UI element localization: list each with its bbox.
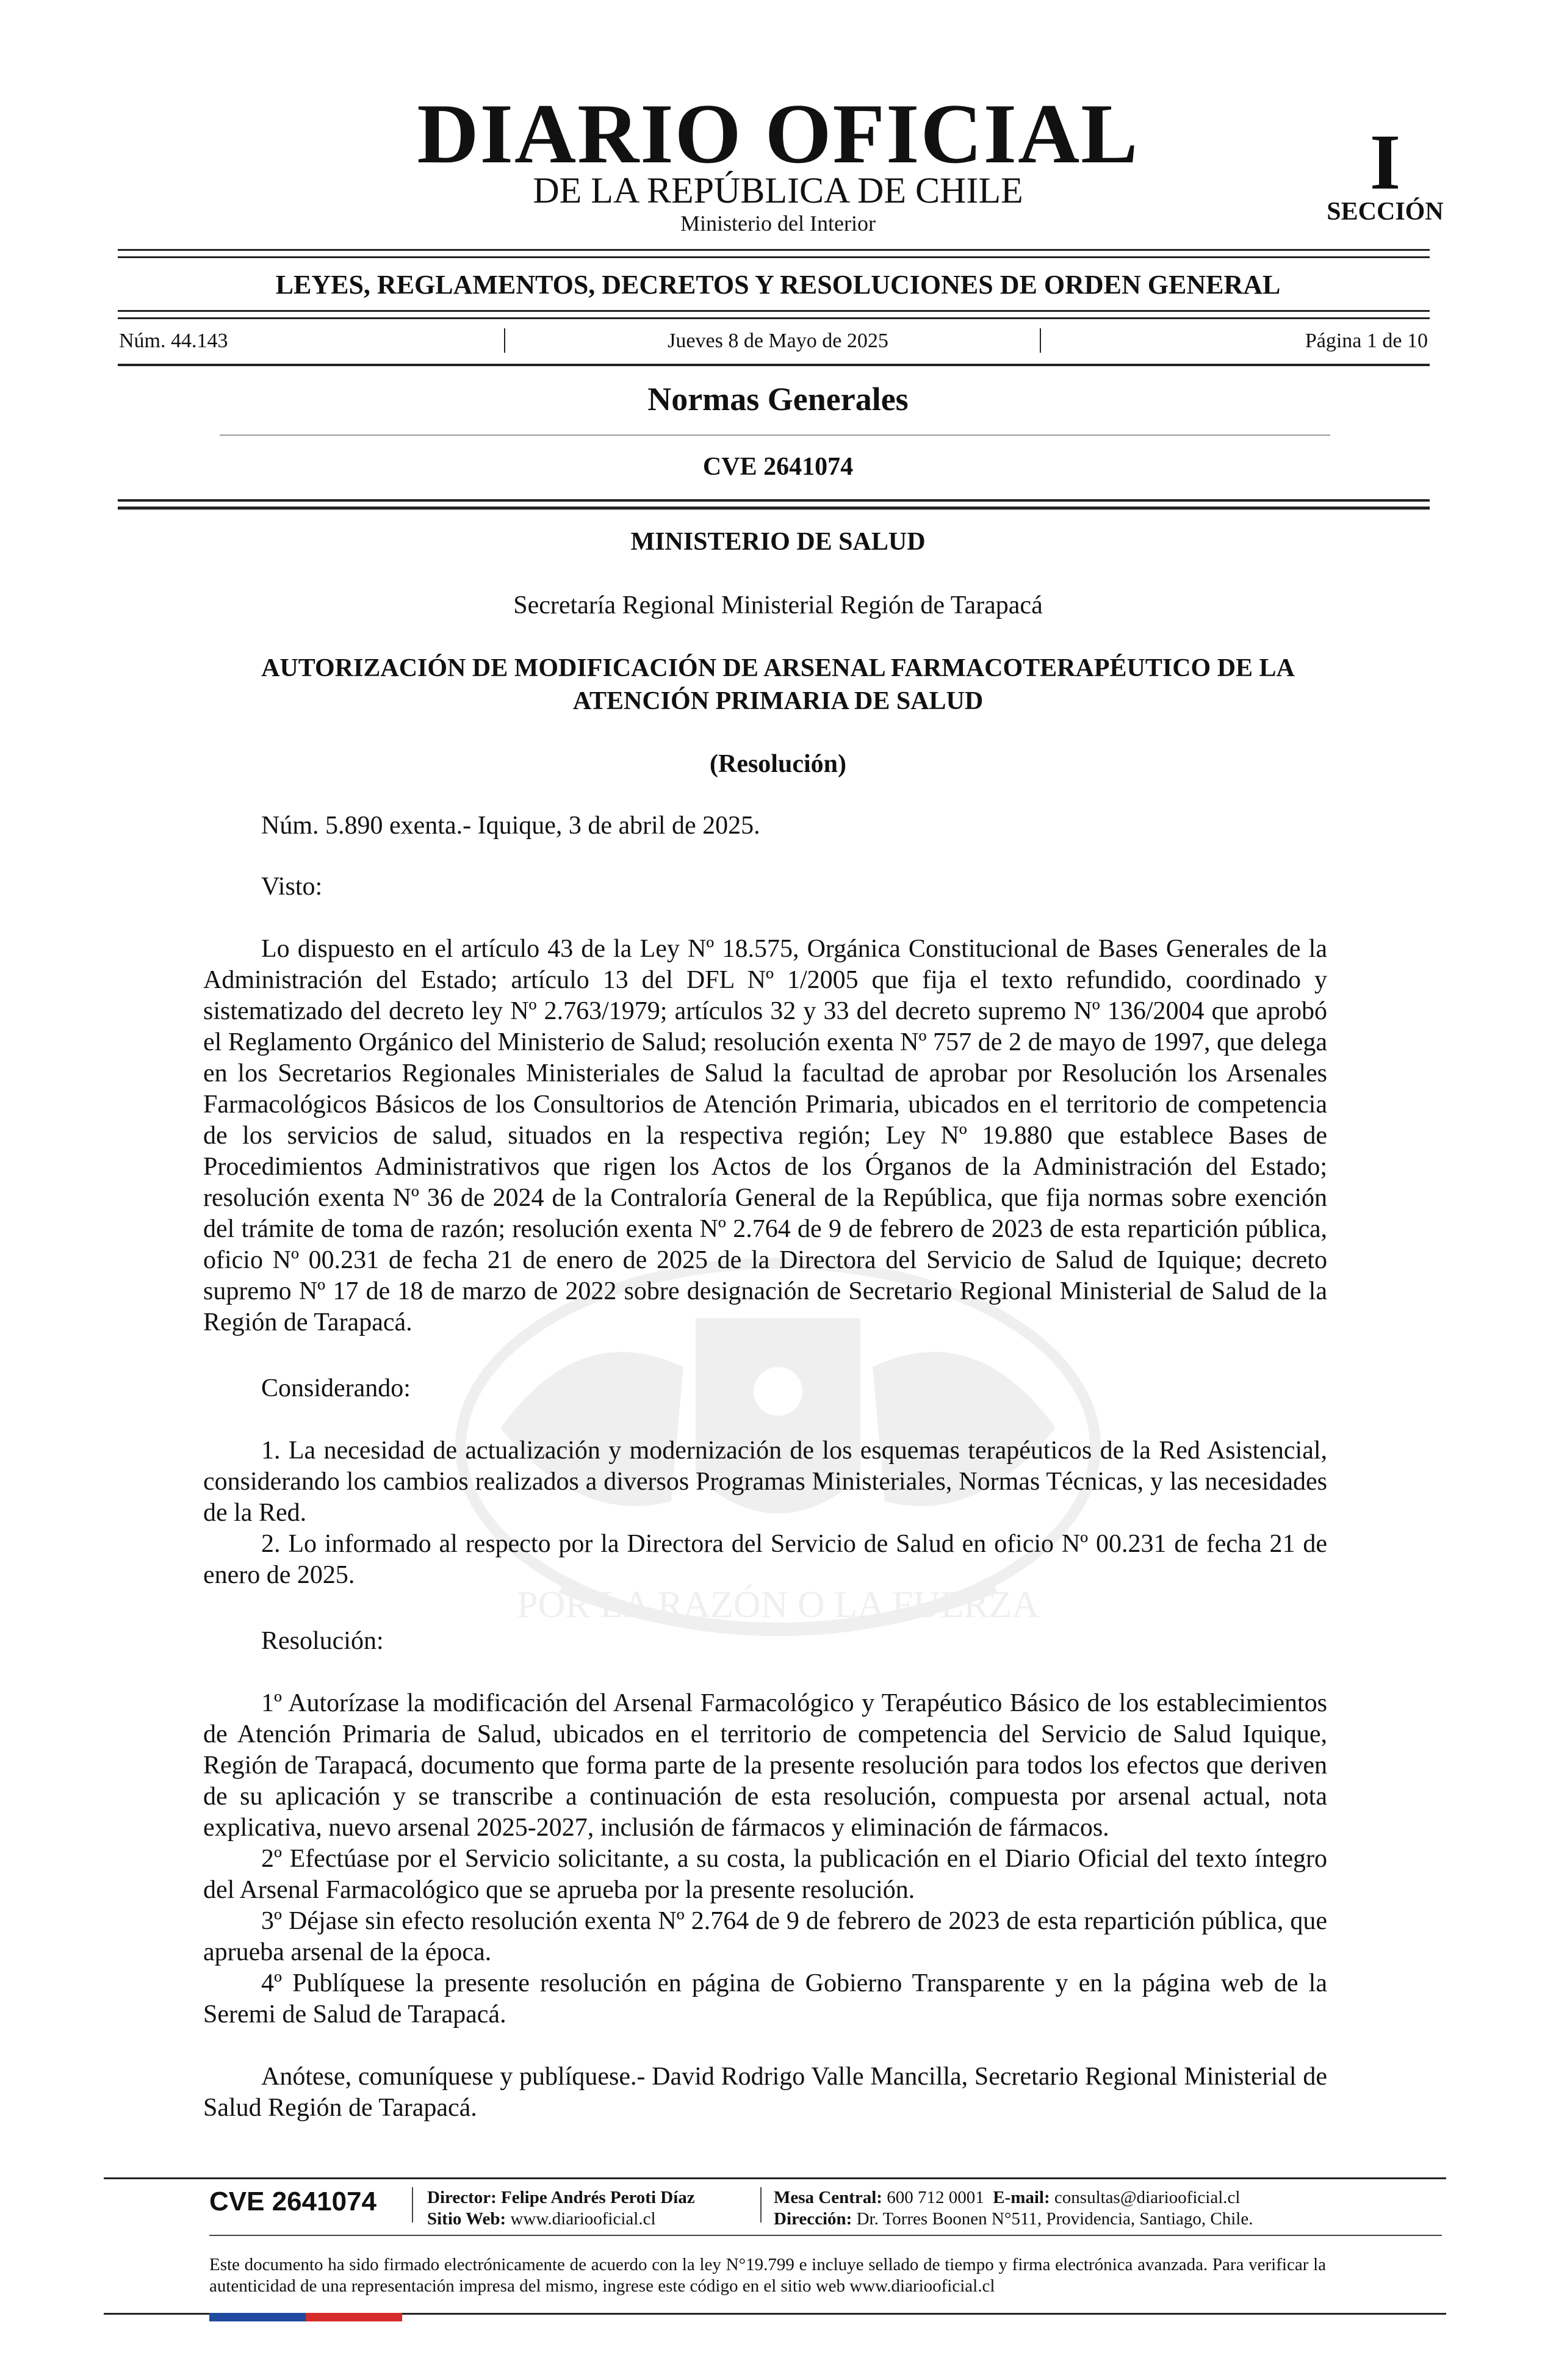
document-type: (Resolución) (710, 750, 846, 778)
email-link[interactable]: consultas@diariooficial.cl (1054, 2188, 1241, 2207)
director-label: Director: (427, 2188, 497, 2207)
watermark-motto: POR LA RAZÓN O LA FUERZA (516, 1584, 1040, 1626)
footer-authenticity-note: Este documento ha sido firmado electrónicamente de acuerdo con la ley N°19.799 e incluye sellado de tiempo y firma electrónica avanzada. Para verificar la autenticidad de una representación impresa del mismo, ingrese este código en el sitio web www.diariooficial.cl (209, 2255, 1326, 2296)
issue-date: Jueves 8 de Mayo de 2025 (668, 330, 888, 352)
ministry-heading: MINISTERIO DE SALUD (630, 528, 926, 556)
section-title-rule (220, 435, 1330, 436)
mesa-label: Mesa Central: (774, 2188, 882, 2207)
footer-mid-rule (209, 2235, 1442, 2236)
resolution-article: 4º Publíquese la presente resolución en página de Gobierno Transparente y en la página web de la Seremi de Salud de Tarapacá. (203, 1969, 1327, 2028)
laws-line: LEYES, REGLAMENTOS, DECRETOS Y RESOLUCIONES DE ORDEN GENERAL (275, 270, 1281, 300)
site-link[interactable]: www.diariooficial.cl (510, 2209, 656, 2229)
masthead-rule-1 (118, 249, 1430, 251)
flag-stripe-blue (209, 2313, 306, 2321)
cve-code-top: CVE 2641074 (702, 453, 854, 481)
considerando-item: 1. La necesidad de actualización y modernización de los esquemas terapéuticos de la Red Asistencial, considerando los cambios realizados a diversos Programas Ministeriales, Normas Técnicas, y las necesidades de la Red. (203, 1437, 1327, 1527)
site-label: Sitio Web: (427, 2209, 506, 2229)
mesa-phone: 600 712 0001 (887, 2188, 984, 2207)
page-indicator: Página 1 de 10 (1305, 330, 1428, 352)
issue-number: Núm. 44.143 (119, 330, 228, 352)
section-number: I (1369, 118, 1401, 206)
seremi-heading: Secretaría Regional Ministerial Región de Tarapacá (513, 591, 1043, 619)
resolution-article: 1º Autorízase la modificación del Arsenal Farmacológico y Terapéutico Básico de los establecimientos de Atención Primaria de Salud, ubicados en el territorio de competencia del Servicio de Salud Iquique, Región de Tarapacá, documento que forma parte de la presente resolución para todos los efectos que deriven de su aplicación y se transcribe a continuación de esta resolución, compuesta por arsenal actual, nota explicativa, nuevo arsenal 2025-2027, inclusión de fármacos y eliminación de fármacos. (203, 1689, 1327, 1842)
masthead-ministry: Ministerio del Interior (680, 211, 876, 236)
visto-paragraph: Lo dispuesto en el artículo 43 de la Ley Nº 18.575, Orgánica Constitucional de Bases Generales de la Administración del Estado; artículo 13 del DFL Nº 1/2005 que fija el texto refundido, coordinado y sistematizado del decreto ley Nº 2.763/1979; artículos 32 y 33 del decreto supremo Nº 136/2004 que aprobó el Reglamento Orgánico del Ministerio de Salud; resolución exenta Nº 757 de 2 de mayo de 1997, que delega en los Secretarios Regionales Ministeriales de Salud la facultad de aprobar por Resolución los Arsenales Farmacológicos Básicos de los Consultorios de Atención Primaria, ubicados en el territorio de competencia de los servicios de salud, situados en la respectiva región; Ley Nº 19.880 que establece Bases de Procedimientos Administrativos que rigen los Actos de los Órganos de la Administración del Estado; resolución exenta Nº 36 de 2024 de la Contraloría General de la República, que fija normas sobre exención del trámite de toma de razón; resolución exenta Nº 2.764 de 9 de febrero de 2023 de esta repartición pública, oficio Nº 00.231 de fecha 21 de enero de 2025 de la Directora del Servicio de Salud de Iquique; decreto supremo Nº 17 de 18 de marzo de 2022 sobre designación de Secretario Regional Ministerial de Salud de la Región de Tarapacá. (203, 935, 1327, 1336)
visto-label: Visto: (261, 873, 323, 901)
laws-rule-2 (118, 317, 1430, 319)
resolucion-label: Resolución: (261, 1627, 384, 1655)
footer-director (427, 2187, 695, 2209)
address-text: Dr. Torres Boonen N°511, Providencia, Santiago, Chile. (856, 2209, 1253, 2229)
considerando-label: Considerando: (261, 1374, 411, 1402)
cve-rule-1 (118, 499, 1430, 502)
masthead-title: DIARIO OFICIAL (417, 87, 1139, 181)
cve-rule-2 (118, 507, 1430, 510)
flag-stripe-red (306, 2313, 402, 2321)
director-name: Felipe Andrés Peroti Díaz (501, 2188, 695, 2207)
resolution-article: 2º Efectúase por el Servicio solicitante, a su costa, la publicación en el Diario Oficial del texto íntegro del Arsenal Farmacológico que se aprueba por la presente resolución. (203, 1845, 1327, 1904)
address-label: Dirección: (774, 2209, 852, 2229)
footer-contact (774, 2187, 1240, 2209)
footer-separator (760, 2187, 762, 2223)
considerando-item: 2. Lo informado al respecto por la Directora del Servicio de Salud en oficio Nº 00.231 de fecha 21 de enero de 2025. (203, 1530, 1327, 1589)
document-title: AUTORIZACIÓN DE MODIFICACIÓN DE ARSENAL FARMACOTERAPÉUTICO DE LA ATENCIÓN PRIMARIA DE SALUD (261, 654, 1295, 715)
email-label: E-mail: (993, 2188, 1050, 2207)
header-separator (1040, 328, 1041, 353)
section-title: Normas Generales (647, 381, 909, 417)
footer-cve-code: CVE 2641074 (209, 2187, 376, 2216)
resolution-number-line: Núm. 5.890 exenta.- Iquique, 3 de abril de 2025. (261, 812, 760, 840)
laws-rule-1 (118, 310, 1430, 312)
footer-top-rule (104, 2177, 1446, 2179)
resolution-article: 3º Déjase sin efecto resolución exenta Nº 2.764 de 9 de febrero de 2023 de esta repartición pública, que aprueba arsenal de la época. (203, 1907, 1327, 1966)
header-rule (118, 364, 1430, 366)
masthead-subtitle: DE LA REPÚBLICA DE CHILE (533, 170, 1023, 211)
footer-address (774, 2209, 1253, 2230)
footer-site (427, 2209, 656, 2230)
masthead-rule-2 (118, 256, 1430, 258)
closing-signature: Anótese, comuníquese y publíquese.- David Rodrigo Valle Mancilla, Secretario Regional Ministerial de Salud Región de Tarapacá. (203, 2063, 1327, 2122)
footer-separator (412, 2187, 413, 2223)
section-label: SECCIÓN (1327, 198, 1444, 226)
